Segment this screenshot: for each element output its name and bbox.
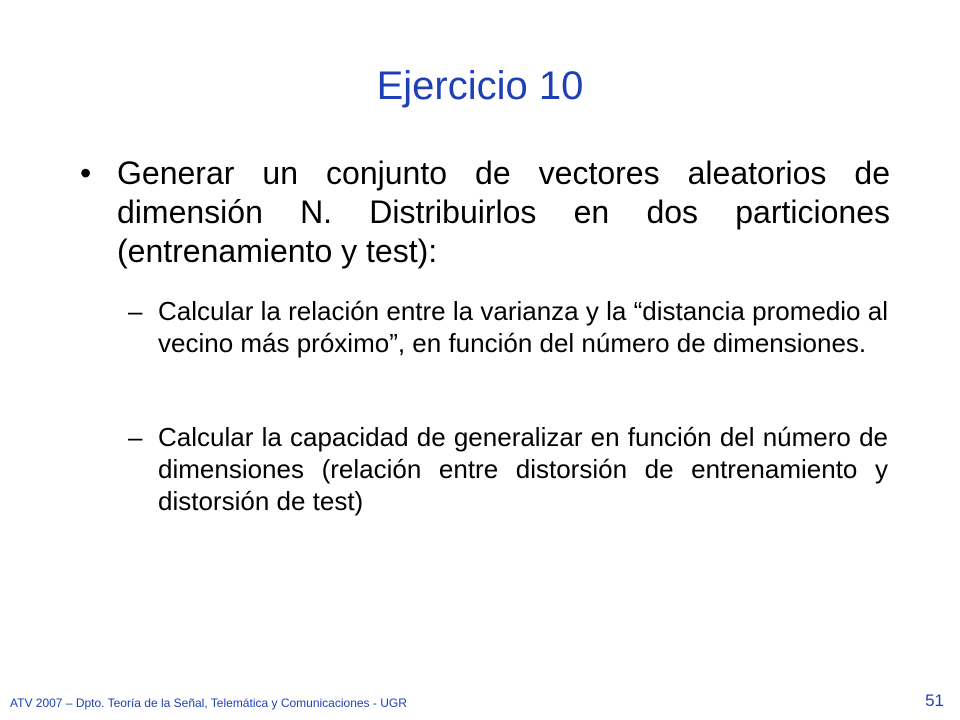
sub-bullet-2 xyxy=(128,421,888,517)
dash-icon: – xyxy=(128,422,143,452)
main-bullet xyxy=(80,154,890,271)
slide-title: Ejercicio 10 xyxy=(376,64,584,108)
main-bullet-text: Generar un conjunto de vectores aleatorios de dimensión N. Distribuirlos en dos particiones (entrenamiento y test): xyxy=(117,155,890,269)
sub-bullet-text-1: Calcular la relación entre la varianza y la “distancia promedio al vecino más próximo”, en función del número de dimensiones. xyxy=(158,296,888,358)
footer-text: ATV 2007 – Dpto. Teoría de la Señal, Telemática y Comunicaciones - UGR xyxy=(10,696,407,710)
sub-bullet-1 xyxy=(128,295,888,359)
sub-bullet-text-2: Calcular la capacidad de generalizar en función del número de dimensiones (relación entre distorsión de entrenamiento y distorsión de test) xyxy=(158,422,888,516)
page-number: 51 xyxy=(925,691,944,710)
dash-icon: – xyxy=(128,296,143,326)
bullet-icon: • xyxy=(80,155,92,191)
